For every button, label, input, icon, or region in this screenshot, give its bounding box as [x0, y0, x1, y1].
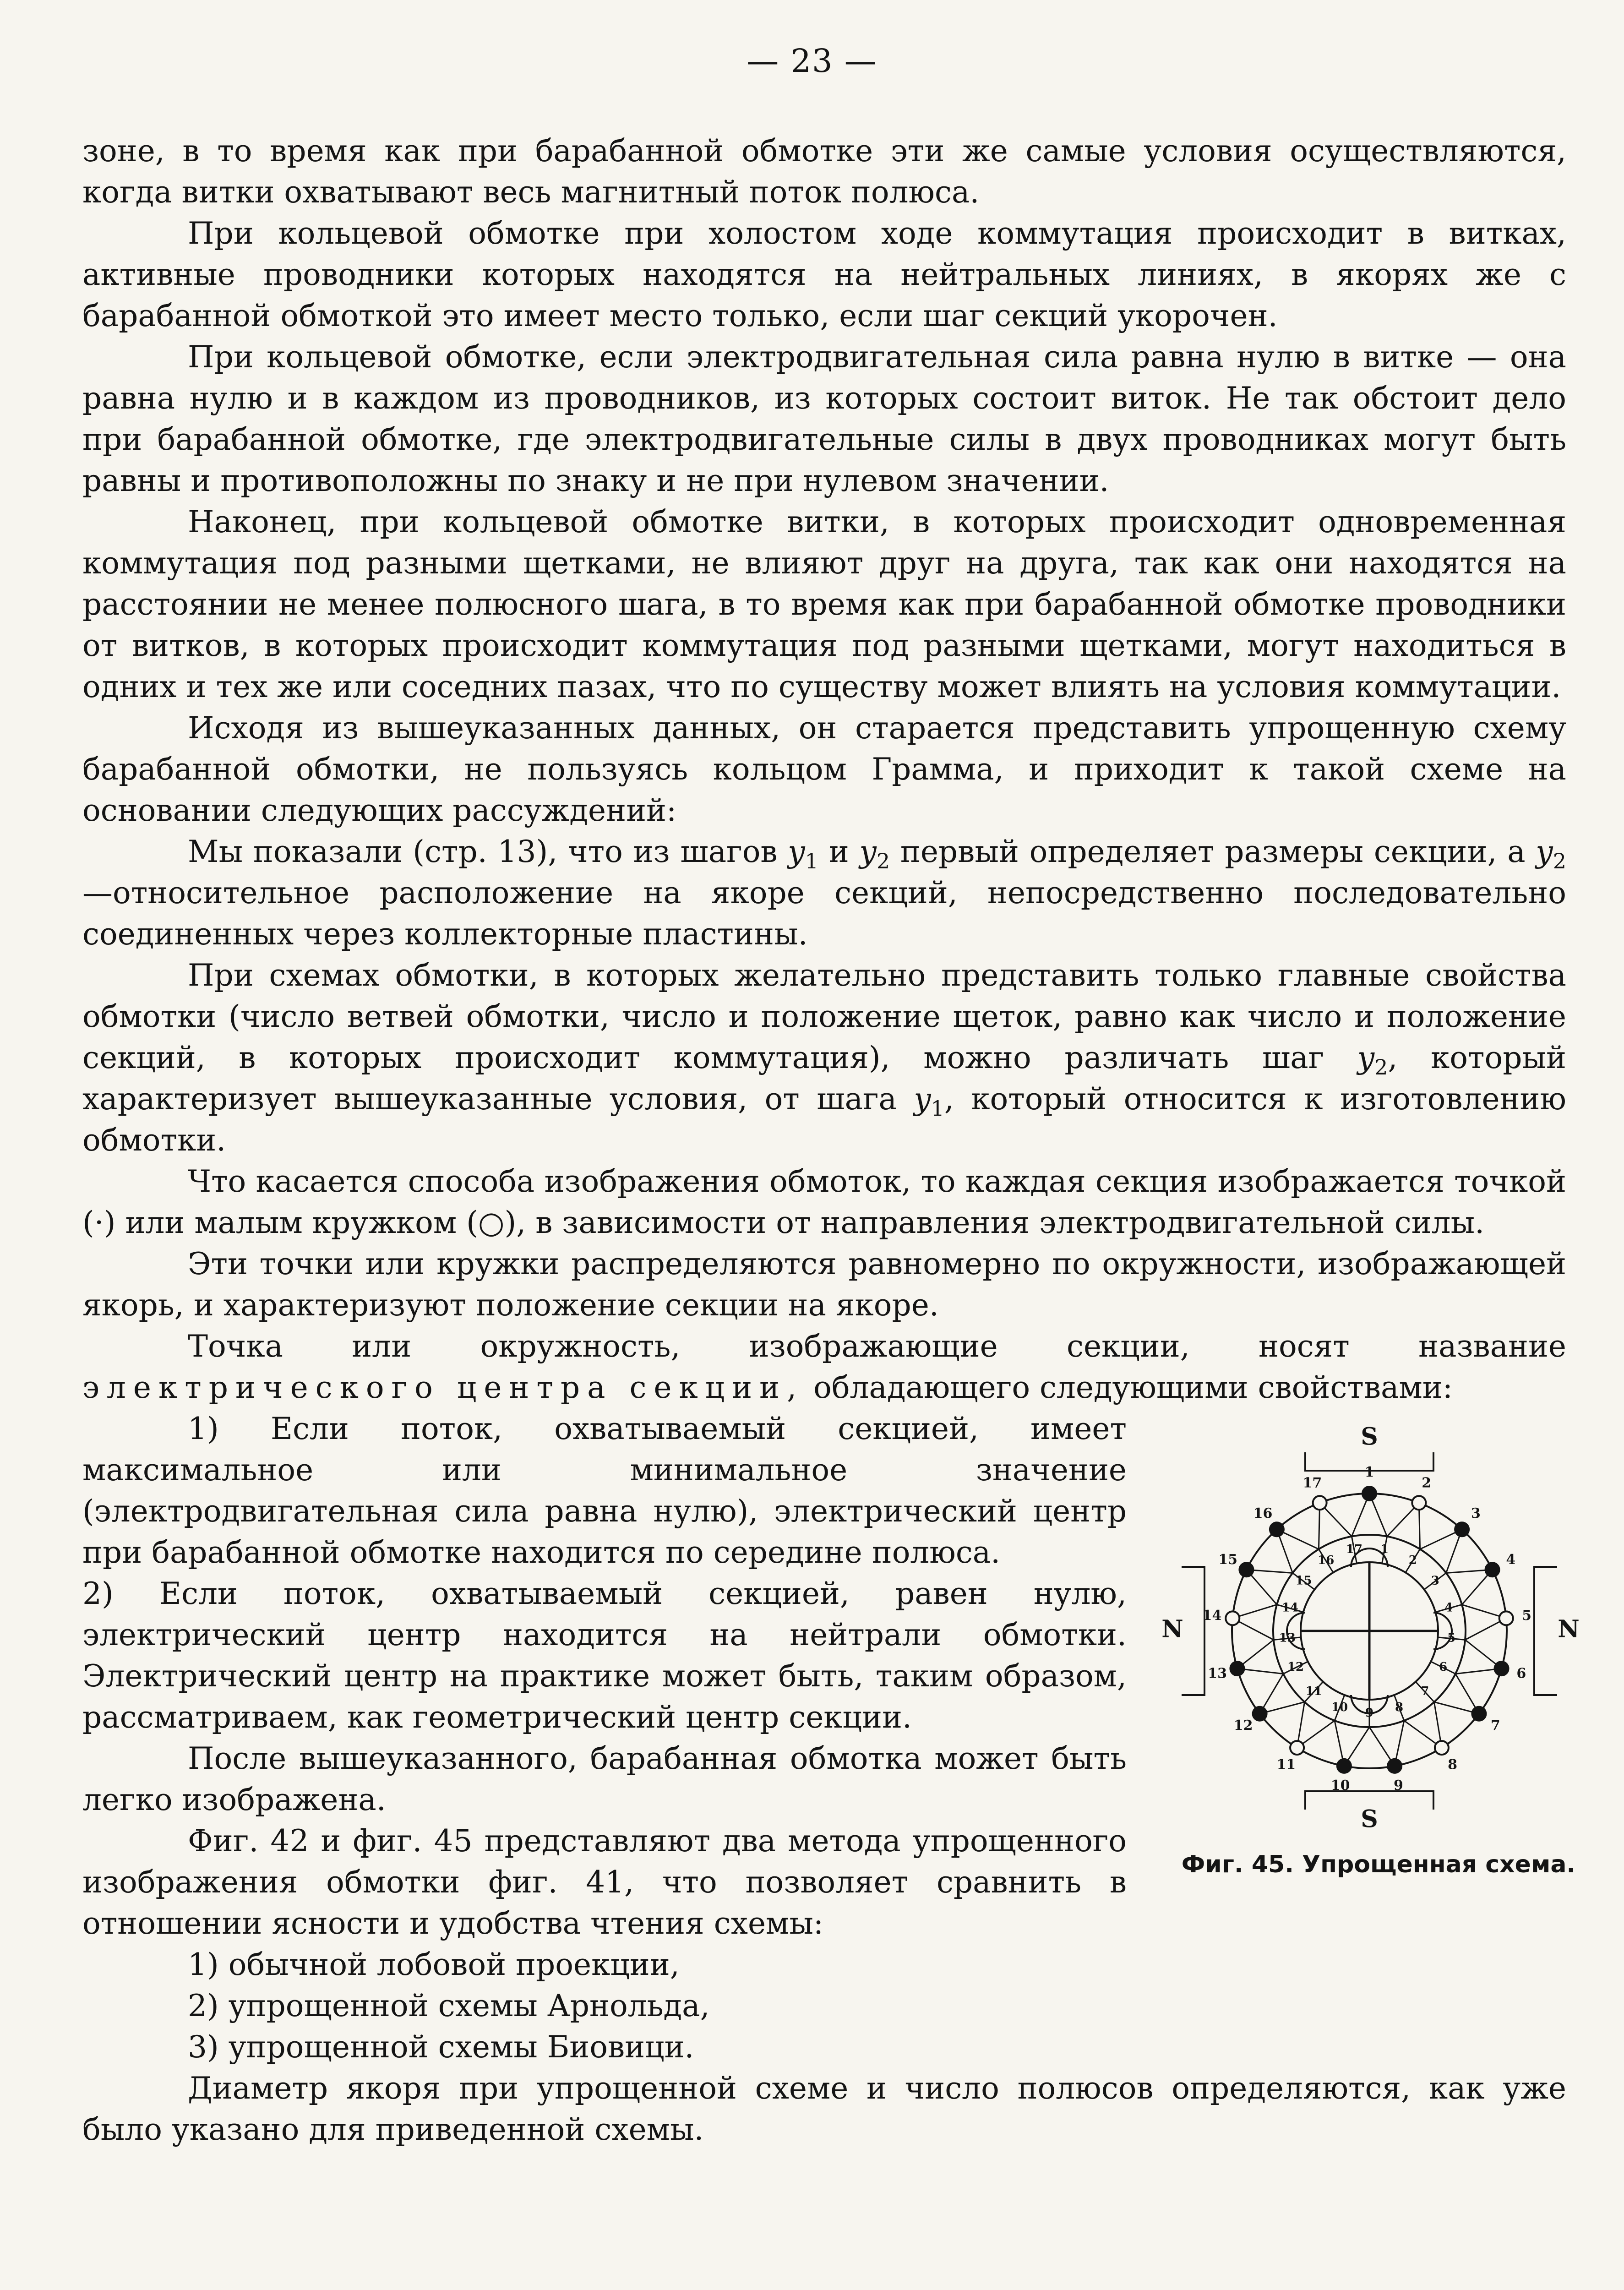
commutator-label: 5	[1447, 1631, 1456, 1645]
figure-45	[1154, 1416, 1585, 1878]
pole-label-top: S	[1361, 1423, 1378, 1451]
section-center	[1253, 1707, 1267, 1721]
section-label: 5	[1522, 1608, 1531, 1624]
section-label: 14	[1202, 1608, 1222, 1624]
paragraph-2: При кольцевой обмотке при холостом ходе коммутация происходит в витках, активные проводники которых находятся на нейтральных линиях, в якорях же с барабанной обмоткой это имеет место только, если шаг секций укорочен.	[82, 216, 1566, 333]
commutator-label: 8	[1395, 1700, 1404, 1714]
pole-bracket-right	[1534, 1567, 1557, 1695]
paragraph-4: Наконец, при кольцевой обмотке витки, в которых происходит одновременная коммутация под разными щетками, не влияют друг на друга, так как они находятся на расстоянии не менее полюсного шага, в то время как при барабанной обмотке проводники от витков, в которых происходит коммутация под разными щетками, могут находиться в одних и тех же или соседних пазах, что по существу может влиять на условия коммутации.	[82, 504, 1566, 704]
winding-diagram	[1154, 1416, 1585, 1837]
section-center	[1412, 1496, 1426, 1510]
paragraph-10: Точка или окружность, изображающие секции, носят название электрического центра секции, обладающего следующими свойствами:	[82, 1329, 1566, 1405]
section-center	[1239, 1563, 1253, 1576]
list-item-1: 1) обычной лобовой проекции,	[188, 1947, 680, 1982]
section-center	[1362, 1487, 1376, 1500]
section-label: 15	[1218, 1552, 1238, 1568]
section-center	[1270, 1522, 1284, 1536]
section-center	[1388, 1759, 1401, 1773]
section-label: 11	[1276, 1756, 1296, 1773]
paragraph-8: Что касается способа изображения обмоток, то каждая секция изображается точкой (·) или малым кружком (○), в зависимости от направления электродвигательной силы.	[82, 1164, 1566, 1240]
commutator-label: 6	[1439, 1660, 1448, 1674]
section-center	[1495, 1662, 1509, 1675]
figure-caption: Фиг. 45. Упрощенная схема.	[1181, 1851, 1576, 1878]
paragraph-7: При схемах обмотки, в которых желательно представить только главные свойства обмотки (число ветвей обмотки, число и положение щеток, равно как число и положение секций, в которых происходит коммутация), можно различать шаг $y_2$, который характеризует вышеуказанные условия, от шага $y_1$, который относится к изготовлению обмотки.	[82, 958, 1567, 1158]
section-center	[1230, 1662, 1244, 1675]
page-number: — 23 —	[747, 42, 877, 80]
section-center	[1435, 1741, 1449, 1755]
section-center	[1337, 1759, 1351, 1773]
paragraph-6: Мы показали (стр. 13), что из шагов $y_1$ и $y_2$ первый определяет размеры секции, а $y_2—относительное$ расположение на якоре секций, непосредственно последовательно соединенных через коллекторные пластины.	[82, 834, 1566, 952]
section-center	[1226, 1611, 1239, 1625]
commutator-label: 1	[1380, 1543, 1389, 1557]
section-center	[1499, 1611, 1513, 1625]
paragraph-13: После вышеуказанного, барабанная обмотка может быть легко изображена.	[82, 1741, 1127, 1817]
commutator-label: 15	[1295, 1574, 1312, 1588]
text-body	[82, 131, 1580, 2150]
pole-label-bottom: S	[1361, 1805, 1378, 1833]
list-item-3: 3) упрощенной схемы Биовици.	[188, 2029, 694, 2065]
section-center	[1455, 1522, 1469, 1536]
paragraph-5: Исходя из вышеуказанных данных, он старается представить упрощенную схему барабанной обмотки, не пользуясь кольцом Грамма, и приходит к такой схеме на основании следующих рассуждений:	[82, 710, 1566, 828]
section-label: 1	[1364, 1464, 1374, 1480]
pole-bracket-left	[1182, 1567, 1204, 1695]
paragraph-11: 1) Если поток, охватываемый секцией, имеет максимальное или минимальное значение (электродвигательная сила равна нулю), электрический центр при барабанной обмотке находится по середине полюса.	[82, 1411, 1127, 1570]
pole-label-right: N	[1558, 1615, 1580, 1643]
pole-label-left: N	[1161, 1615, 1183, 1643]
section-label: 12	[1233, 1717, 1253, 1734]
section-label: 6	[1516, 1665, 1526, 1682]
section-label: 9	[1393, 1777, 1403, 1794]
commutator-label: 14	[1281, 1601, 1298, 1615]
section-center	[1313, 1496, 1327, 1510]
section-label: 8	[1448, 1756, 1458, 1773]
section-label: 16	[1253, 1505, 1273, 1522]
commutator-label: 17	[1346, 1543, 1363, 1557]
section-label: 4	[1506, 1552, 1516, 1568]
section-label: 7	[1490, 1717, 1500, 1734]
paragraph-1: зоне, в то время как при барабанной обмотке эти же самые условия осуществляются, когда витки охватывают весь магнитный поток полюса.	[82, 133, 1566, 210]
paragraph-14: Фиг. 42 и фиг. 45 представляют два метода упрощенного изображения обмотки фиг. 41, что позволяет сравнить в отношении ясности и удобства чтения схемы:	[82, 1823, 1127, 1941]
commutator-label: 4	[1444, 1601, 1453, 1615]
commutator-label: 12	[1287, 1660, 1304, 1674]
commutator-label: 3	[1431, 1574, 1439, 1588]
commutator-label: 13	[1279, 1631, 1296, 1645]
section-label: 17	[1302, 1475, 1322, 1491]
paragraph-15: Диаметр якоря при упрощенной схеме и число полюсов определяются, как уже было указано для приведенной схемы.	[82, 2071, 1566, 2147]
section-center	[1472, 1707, 1486, 1721]
section-label: 10	[1330, 1777, 1350, 1794]
commutator-label: 9	[1365, 1706, 1374, 1720]
section-center	[1486, 1563, 1499, 1576]
paragraph-12: 2) Если поток, охватываемый секцией, равен нулю, электрический центр находится на нейтрали обмотки. Электрический центр на практике может быть, таким образом, рассматриваем, как геометрический центр секции.	[82, 1576, 1127, 1735]
section-center	[1290, 1741, 1304, 1755]
commutator-label: 10	[1331, 1700, 1348, 1714]
commutator-label: 2	[1408, 1553, 1417, 1567]
list-item-2: 2) упрощенной схемы Арнольда,	[188, 1988, 710, 2023]
section-label: 3	[1471, 1505, 1481, 1522]
paragraph-3: При кольцевой обмотке, если электродвигательная сила равна нулю в витке — она равна нулю и в каждом из проводников, из которых состоит виток. Не так обстоит дело при барабанной обмотке, где электродвигательные силы в двух проводниках могут быть равны и противоположны по знаку и не при нулевом значении.	[82, 339, 1566, 498]
commutator-label: 11	[1305, 1685, 1322, 1699]
paragraph-9: Эти точки или кружки распределяются равномерно по окружности, изображающей якорь, и характеризуют положение секции на якоре.	[82, 1246, 1566, 1323]
section-label: 2	[1422, 1475, 1432, 1491]
commutator-label: 16	[1318, 1553, 1335, 1567]
section-label: 13	[1208, 1665, 1227, 1682]
commutator-label: 7	[1421, 1685, 1429, 1699]
